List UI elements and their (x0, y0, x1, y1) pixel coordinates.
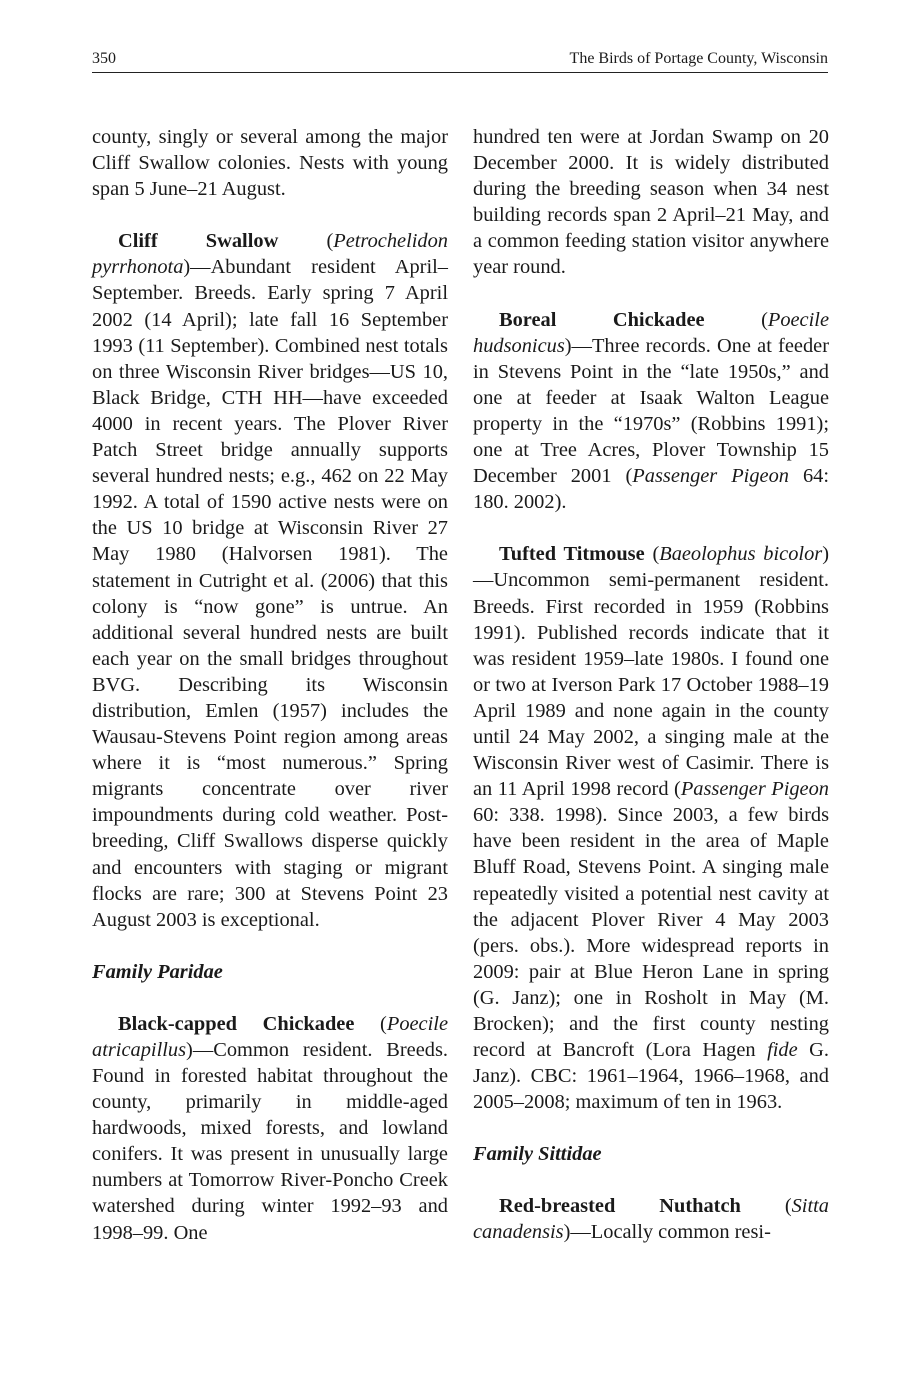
running-title: The Birds of Portage County, Wisconsin (569, 50, 828, 67)
species-text: )—Uncommon semi-permanent resident. Breeds. First recorded in 1959 (Robbins 1991). Published records indicate that it was resident 1959–late 1980s. I found one or two at Iverson Park 17 October 1988–19 April 1989 and none again in the county until 24 May 2002, a singing male at the Wisconsin River west of Casimir. There is an 11 April 1998 record ( (473, 543, 829, 801)
paragraph-text: county, singly or several among the major Cliff Swallow colonies. Nests with young span 5 June–21 August. (92, 126, 448, 201)
scientific-name: Sitta canadensis (473, 1195, 829, 1244)
journal-title: Passenger Pigeon (680, 778, 829, 801)
scientific-name: Poecile atricapillus (92, 1012, 448, 1061)
right-column (473, 124, 829, 1246)
left-column (92, 124, 448, 1246)
family-heading-paridae: Family Paridae (92, 960, 223, 983)
scientific-name: Petrochelidon pyrrhonota (92, 230, 448, 279)
species-account-boreal-chickadee: Boreal Chickadee (Poecile hudsonicus)—Three records. One at feeder in Stevens Point in the “late 1950s,” and one at feeder at Isaak Walton League property in the “1970s” (Robbins 1991); one at Tree Acres, Plover Township 15 December 2001 (Passenger Pigeon 64: 180. 2002). (473, 308, 830, 514)
species-text: )—Common resident. Breeds. Found in forested habitat throughout the county, primarily in middle-aged hardwoods, mixed forests, and lowland conifers. It was present in unusually large numbers at Tomorrow River-Poncho Creek watershed during winter 1992–93 and 1998–99. One (92, 1038, 448, 1244)
species-name: Cliff Swallow (118, 230, 279, 253)
species-text: 64: 180. 2002). (473, 465, 830, 514)
scientific-name: Poecile hudsonicus (473, 308, 829, 357)
species-account-cliff-swallow: Cliff Swallow (Petrochelidon pyrrhonota)—Abundant resident April–September. Breeds. Early spring 7 April 2002 (14 April); late fall 16 September 1993 (11 September). Combined nest totals on three Wisconsin River bridges—US 10, Black Bridge, CTH HH—have exceeded 4000 in recent years. The Plover River Patch Street bridge annually supports several hundred nests; e.g., 462 on 22 May 1992. A total of 1590 active nests were on the US 10 bridge at Wisconsin River 27 May 1980 (Halvorsen 1981). The statement in Cutright et al. (2006) that this colony is “now gone” is untrue. An additional several hundred nests are built each year on the small bridges throughout BVG. Describing its Wisconsin distribution, Emlen (1957) includes the Wausau-Stevens Point region among areas where it is “most numerous.” Spring migrants concentrate over river impoundments during cold weather. Post-breeding, Cliff Swallows disperse quickly and encounters with staging or migrant flocks are rare; 300 at Stevens Point 23 August 2003 is exceptional. (92, 230, 448, 931)
species-text: )—Locally common resi- (563, 1221, 771, 1244)
running-header (92, 50, 828, 73)
journal-title: Passenger Pigeon (632, 465, 789, 488)
species-account-tufted-titmouse: Tufted Titmouse (Baeolophus bicolor)—Uncommon semi-permanent resident. Breeds. First recorded in 1959 (Robbins 1991). Published records indicate that it was resident 1959–late 1980s. I found one or two at Iverson Park 17 October 1988–19 April 1989 and none again in the county until 24 May 2002, a singing male at the Wisconsin River west of Casimir. There is an 11 April 1998 record (Passenger Pigeon 60: 338. 1998). Since 2003, a few birds have been resident in the area of Maple Bluff Road, Stevens Point. A singing male repeatedly visited a potential nest cavity at the adjacent Plover River 4 May 2003 (pers. obs.). More widespread reports in 2009: pair at Blue Heron Lane in spring (G. Janz); one in Rosholt in May (M. Brocken); and the first county nesting record at Bancroft (Lora Hagen fide G. Janz). CBC: 1961–1964, 1966–1968, and 2005–2008; maximum of ten in 1963. (473, 543, 829, 1114)
species-text: G. Janz). CBC: 1961–1964, 1966–1968, and 2005–2008; maximum of ten in 1963. (473, 1039, 829, 1114)
species-name: Red-breasted Nuthatch (499, 1195, 741, 1218)
family-heading-sittidae: Family Sittidae (473, 1143, 602, 1166)
paragraph-continuation (92, 124, 448, 202)
page-number: 350 (92, 50, 116, 67)
fide-term: fide (767, 1039, 798, 1062)
species-account-red-breasted-nuthatch: Red-breasted Nuthatch (Sitta canadensis)—Locally common resi- (473, 1195, 829, 1244)
paragraph-text: hundred ten were at Jordan Swamp on 20 December 2000. It is widely distributed during the breeding season when 34 nest building records span 2 April–21 May, and a common feeding station visitor anywhere year round. (473, 126, 829, 279)
species-text: )—Abundant resident April–September. Breeds. Early spring 7 April 2002 (14 April); late fall 16 September 1993 (11 September). Combined nest totals on three Wisconsin River bridges—US 10, Black Bridge, CTH HH—have exceeded 4000 in recent years. The Plover River Patch Street bridge annually supports several hundred nests; e.g., 462 on 22 May 1992. A total of 1590 active nests were on the US 10 bridge at Wisconsin River 27 May 1980 (Halvorsen 1981). The statement in Cutright et al. (2006) that this colony is “now gone” is untrue. An additional several hundred nests are built each year on the small bridges throughout BVG. Describing its Wisconsin distribution, Emlen (1957) includes the Wausau-Stevens Point region among areas where it is “most numerous.” Spring migrants concentrate over river impoundments during cold weather. Post-breeding, Cliff Swallows disperse quickly and encounters with staging or migrant flocks are rare; 300 at Stevens Point 23 August 2003 is exceptional. (92, 256, 448, 931)
species-name: Black-capped Chickadee (118, 1012, 355, 1035)
species-account-black-capped-chickadee: Black-capped Chickadee (Poecile atricapillus)—Common resident. Breeds. Found in forested habitat throughout the county, primarily in middle-aged hardwoods, mixed forests, and lowland conifers. It was present in unusually large numbers at Tomorrow River-Poncho Creek watershed during winter 1992–93 and 1998–99. One (92, 1012, 448, 1244)
species-text: )—Three records. One at feeder in Stevens Point in the “late 1950s,” and one at feeder at Isaak Walton League property in the “1970s” (Robbins 1991); one at Tree Acres, Plover Township 15 December 2001 ( (473, 334, 829, 488)
paragraph-continuation (473, 124, 829, 281)
species-name: Boreal Chickadee (499, 308, 705, 331)
species-name: Tufted Titmouse (499, 543, 645, 566)
species-text: 60: 338. 1998). Since 2003, a few birds have been resident in the area of Maple Bluff Road, Stevens Point. A singing male repeatedly visited a potential nest cavity at the adjacent Plover River 4 May 2003 (pers. obs.). More widespread reports in 2009: pair at Blue Heron Lane in spring (G. Janz); one in Rosholt in May (M. Brocken); and the first county nesting record at Bancroft (Lora Hagen (473, 804, 829, 1062)
scientific-name: Baeolophus bicolor (659, 543, 823, 566)
